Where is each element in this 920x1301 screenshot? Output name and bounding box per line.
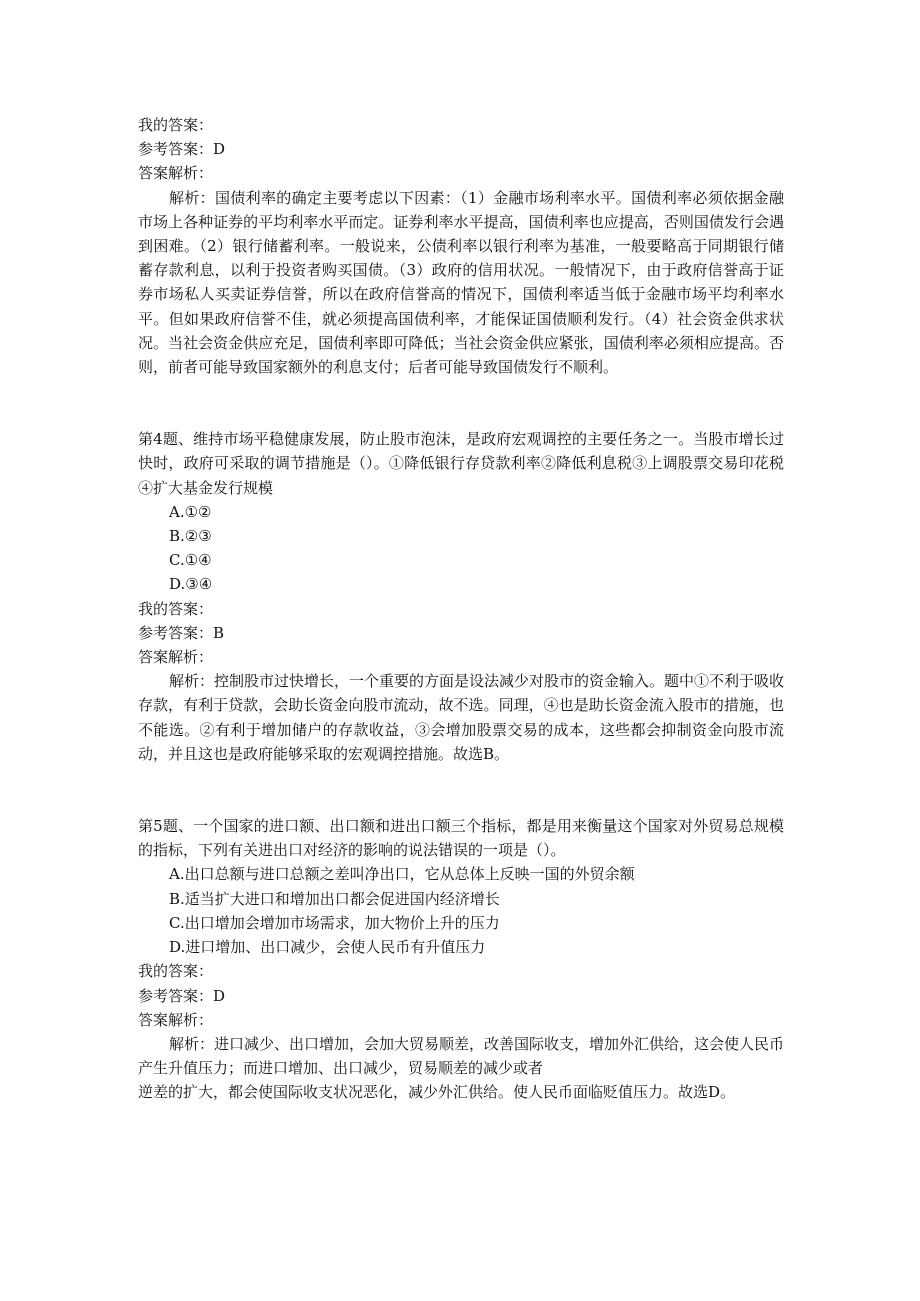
option-d: D.③④ bbox=[169, 575, 213, 594]
option-d: D.进口增加、出口减少，会使人民币有升值压力 bbox=[169, 938, 486, 957]
explanation-text: 解析：国债利率的确定主要考虑以下因素：（1）金融市场利率水平。国债利率必须依据金融市场上各种证券的平均利率水平而定。证券利率水平提高，国债利率也应提高，否则国债发行会遇到困难。（2）银行储蓄利率。一般说来，公债利率以银行利率为基准，一般要略高于同期银行储蓄存款利息，以利于投资者购买国债。（3）政府的信用状况。一般情况下，由于政府信誉高于证券市场私人买卖证券信誉，所以在政府信誉高的情况下，国债利率适当低于金融市场平均利率水平。但如果政府信誉不佳，就必须提高国债利率，才能保证国债顺利发行。（4）社会资金供求状况。当社会资金供应充足，国债利率即可降低；当社会资金供应紧张，国债利率必须相应提高。否则，前者可能导致国家额外的利息支付；后者可能导致国债发行不顺利。 bbox=[138, 188, 784, 377]
option-c: C.①④ bbox=[169, 551, 212, 570]
option-a: A.①② bbox=[169, 502, 212, 521]
explanation-label: 答案解析： bbox=[138, 164, 214, 183]
question-text: 第4题、维持市场平稳健康发展，防止股市泡沫，是政府宏观调控的主要任务之一。当股市增长过快时，政府可采取的调节措施是（）。①降低银行存贷款利率②降低利息税③上调股票交易印花税④扩大基金发行规模 bbox=[138, 430, 784, 497]
question-4-block bbox=[138, 427, 784, 766]
my-answer-label: 我的答案： bbox=[138, 599, 214, 618]
my-answer-label: 我的答案： bbox=[138, 116, 214, 134]
my-answer-label: 我的答案： bbox=[138, 962, 214, 981]
option-c: C.出口增加会增加市场需求，加大物价上升的压力 bbox=[169, 913, 500, 932]
question-text: 第5题、一个国家的进口额、出口额和进出口额三个指标，都是用来衡量这个国家对外贸易总规模的指标，下列有关进出口对经济的影响的说法错误的一项是（）。 bbox=[138, 817, 784, 860]
explanation-text-part-1: 解析：进口减少、出口增加，会加大贸易顺差，改善国际收支，增加外汇供给，这会使人民币产生升值压力；而进口增加、出口减少，贸易顺差的减少或者 bbox=[138, 1034, 785, 1078]
option-b: B.适当扩大进口和增加出口都会促进国内经济增长 bbox=[169, 889, 500, 908]
spacer bbox=[138, 379, 784, 427]
option-b: B.②③ bbox=[169, 527, 212, 546]
reference-answer: 参考答案：D bbox=[138, 986, 226, 1005]
option-a: A.出口总额与进口总额之差叫净出口，它从总体上反映一国的外贸余额 bbox=[169, 865, 635, 884]
spacer bbox=[138, 766, 784, 814]
reference-answer: 参考答案：B bbox=[138, 623, 225, 642]
question-5-block bbox=[138, 814, 784, 1104]
question-3-answer-block bbox=[138, 113, 784, 379]
reference-answer: 参考答案：D bbox=[138, 140, 226, 159]
explanation-text-part-2: 逆差的扩大，都会使国际收支状况恶化，减少外汇供给。使人民币面临贬值压力。故选D。 bbox=[138, 1083, 736, 1102]
document-page bbox=[138, 113, 784, 1105]
explanation-label: 答案解析： bbox=[138, 648, 214, 667]
explanation-text: 解析：控制股市过快增长，一个重要的方面是设法减少对股市的资金输入。题中①不利于吸收存款，有利于贷款，会助长资金向股市流动，故不选。同理，④也是助长资金流入股市的措施，也不能选。②有利于增加储户的存款收益，③会增加股票交易的成本，这些都会抑制资金向股市流动，并且这也是政府能够采取的宏观调控措施。故选B。 bbox=[138, 672, 785, 763]
explanation-label: 答案解析： bbox=[138, 1010, 214, 1029]
